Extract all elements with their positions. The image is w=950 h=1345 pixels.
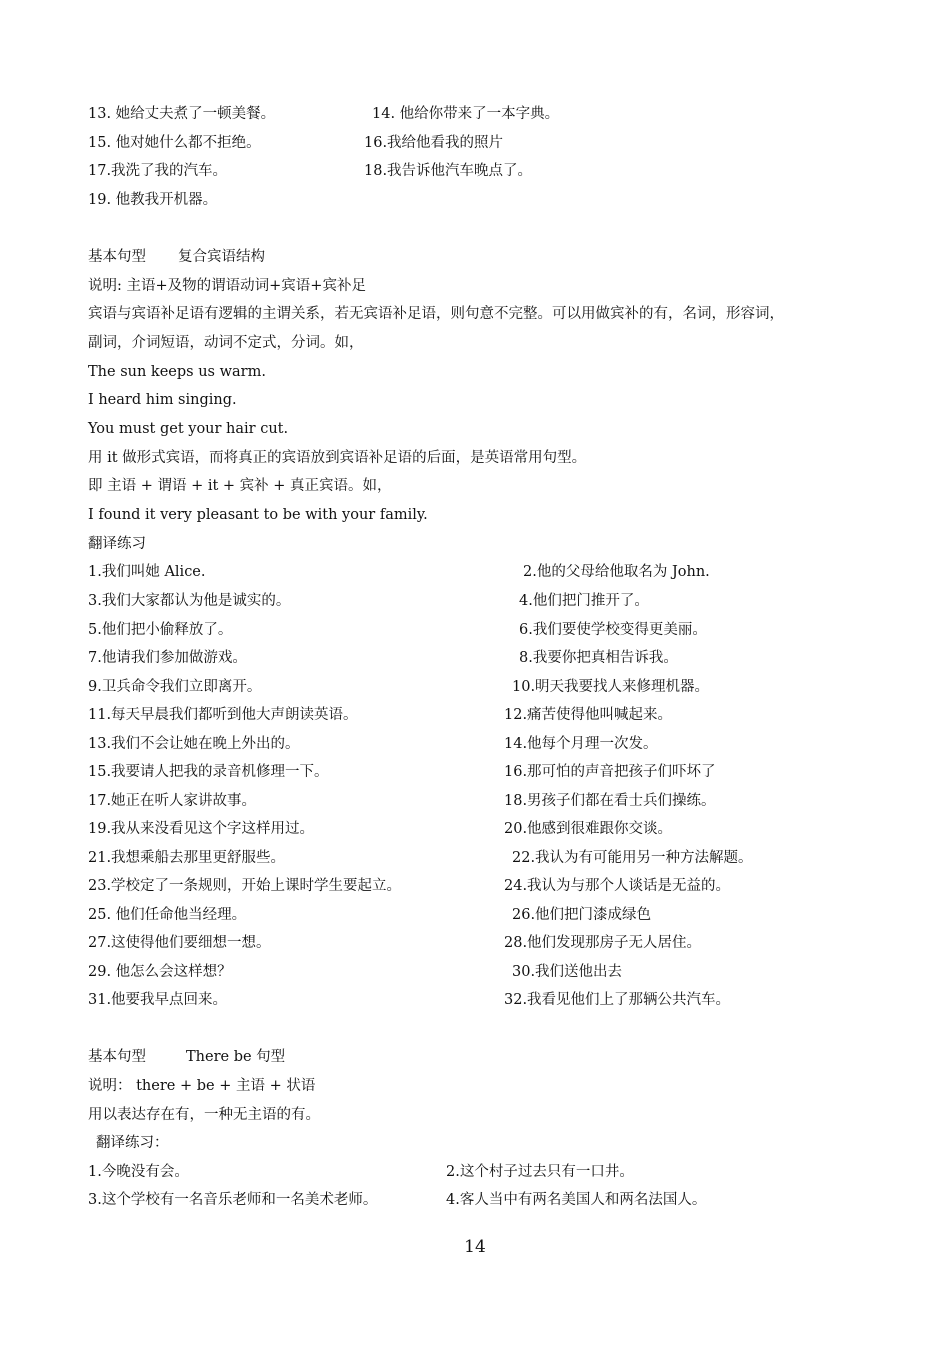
exercise-item: 1.我们叫她 Alice. [88,564,206,580]
section-explanation: 说明: 主语+及物的谓语动词+宾语+宾补足 [88,278,366,294]
section-explanation: 说明： there + be + 主语 + 状语 [88,1078,316,1094]
exercise-item: 21.我想乘船去那里更舒服些。 [88,850,286,866]
exercise-item: 24.我认为与那个人谈话是无益的。 [504,878,731,894]
exercise-item: 31.他要我早点回来。 [88,992,228,1008]
paragraph: 宾语与宾语补足语有逻辑的主谓关系，若无宾语补足语，则句意不完整。可以用做宾补的有，名词，形容词， [88,306,784,322]
section-heading-label: 基本句型 [88,249,146,265]
exercise-item: 8.我要你把真相告诉我。 [519,650,678,666]
exercise-item: 6.我们要使学校变得更美丽。 [519,622,707,638]
section-heading-label: 基本句型 [88,1049,146,1065]
exercise-item: 20.他感到很难跟你交谈。 [504,821,673,837]
exercise-item: 3.我们大家都认为他是诚实的。 [88,593,291,609]
example-sentence: The sun keeps us warm. [88,364,266,380]
formula: 即 主语 + 谓语 + it + 宾补 + 真正宾语。如， [88,478,392,494]
exercise-item: 30.我们送他出去 [512,964,623,980]
exercise-item: 5.他们把小偷释放了。 [88,622,233,638]
exercise-item: 16.那可怕的声音把孩子们吓坏了 [504,764,716,780]
exercise-item: 16.我给他看我的照片 [364,135,504,151]
exercise-item: 25. 他们任命他当经理。 [88,907,247,923]
exercise-item: 18.男孩子们都在看士兵们操练。 [504,793,716,809]
section-heading-title: There be 句型 [186,1049,286,1065]
example-sentence: I heard him singing. [88,392,237,408]
exercise-item: 23.学校定了一条规则，开始上课时学生要起立。 [88,878,402,894]
practice-label: 翻译练习： [96,1135,169,1151]
exercise-item: 15. 他对她什么都不拒绝。 [88,135,261,151]
section-heading-title: 复合宾语结构 [178,249,265,265]
exercise-item: 28.他们发现那房子无人居住。 [504,935,702,951]
exercise-item: 4.客人当中有两名美国人和两名法国人。 [446,1192,707,1208]
exercise-item: 17.我洗了我的汽车。 [88,163,228,179]
exercise-item: 26.他们把门漆成绿色 [512,907,652,923]
exercise-item: 2.这个村子过去只有一口井。 [446,1164,634,1180]
exercise-item: 3.这个学校有一名音乐老师和一名美术老师。 [88,1192,378,1208]
exercise-item: 7.他请我们参加做游戏。 [88,650,247,666]
exercise-item: 15.我要请人把我的录音机修理一下。 [88,764,329,780]
example-sentence: You must get your hair cut. [88,421,289,437]
exercise-item: 19.我从来没看见这个字这样用过。 [88,821,315,837]
exercise-item: 11.每天早晨我们都听到他大声朗读英语。 [88,707,358,723]
practice-label: 翻译练习 [88,536,146,552]
exercise-item: 17.她正在听人家讲故事。 [88,793,257,809]
paragraph: 副词，介词短语，动词不定式，分词。如， [88,335,364,351]
exercise-item: 22.我认为有可能用另一种方法解题。 [512,850,753,866]
exercise-item: 13. 她给丈夫煮了一顿美餐。 [88,106,276,122]
exercise-item: 1.今晚没有会。 [88,1164,189,1180]
exercise-item: 14. 他给你带来了一本字典。 [372,106,560,122]
exercise-item: 4.他们把门推开了。 [519,593,649,609]
exercise-item: 12.痛苦使得他叫喊起来。 [504,707,673,723]
exercise-item: 32.我看见他们上了那辆公共汽车。 [504,992,731,1008]
exercise-item: 10.明天我要找人来修理机器。 [512,679,710,695]
example-sentence: I found it very pleasant to be with your family. [88,507,428,523]
exercise-item: 29. 他怎么会这样想？ [88,964,232,980]
exercise-item: 9.卫兵命令我们立即离开。 [88,679,262,695]
exercise-item: 18.我告诉他汽车晚点了。 [364,163,533,179]
exercise-item: 14.他每个月理一次发。 [504,736,658,752]
paragraph: 用 it 做形式宾语，而将真正的宾语放到宾语补足语的后面，是英语常用句型。 [88,450,587,466]
exercise-item: 19. 他教我开机器。 [88,192,218,208]
exercise-item: 27.这使得他们要细想一想。 [88,935,271,951]
exercise-item: 13.我们不会让她在晚上外出的。 [88,736,300,752]
paragraph: 用以表达存在有，一种无主语的有。 [88,1107,320,1123]
page-number: 14 [464,1237,486,1257]
exercise-item: 2.他的父母给他取名为 John. [523,564,710,580]
